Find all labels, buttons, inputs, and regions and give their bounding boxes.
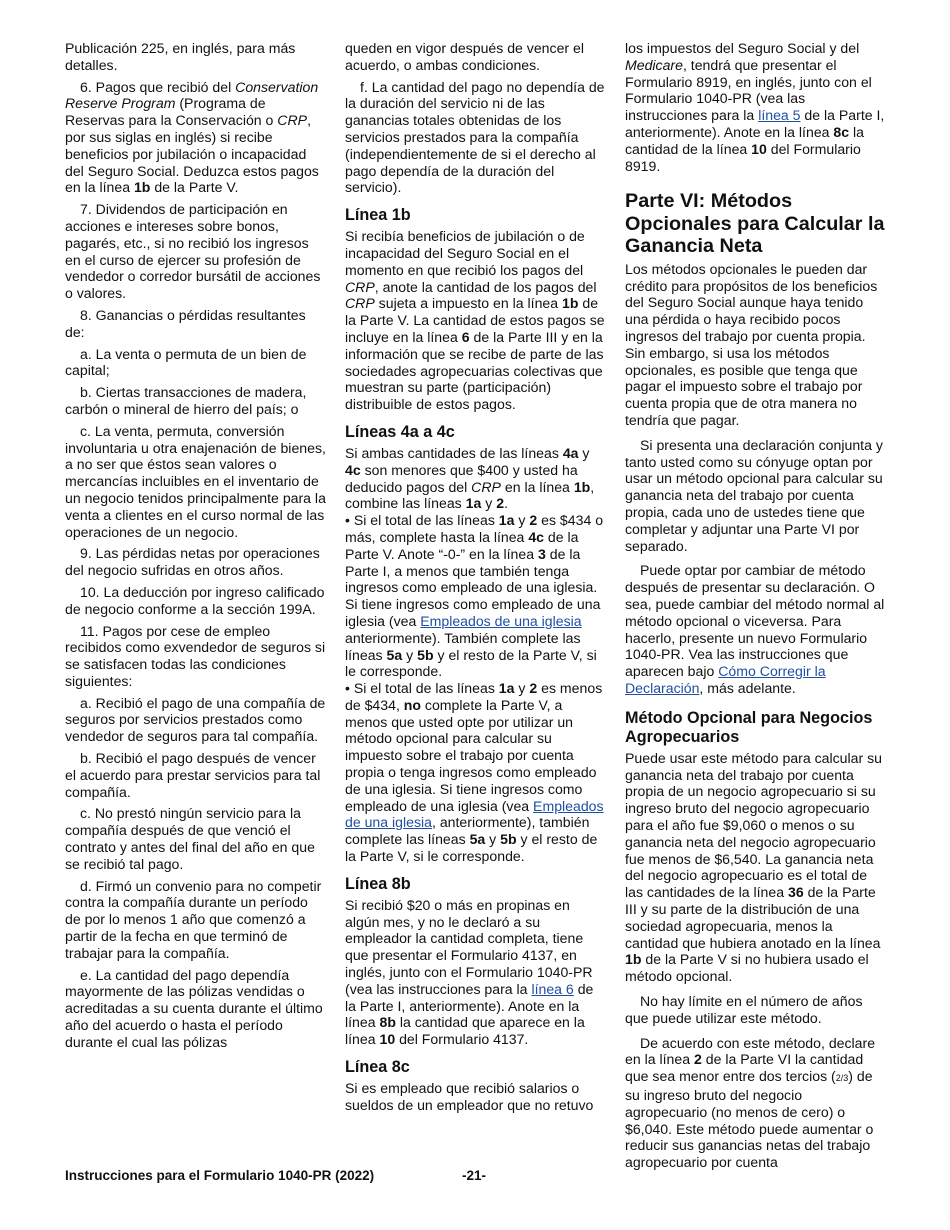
paragraph-continued: los impuestos del Seguro Social y del Medicare, tendrá que presentar el Formulario 8919, en inglés, junto con el Formulario 1040-PR (vea las instrucciones para la línea 5 de la Parte I, anteriormente). Anote en la línea 8c la cantidad de la línea 10 del Formulario 8919. bbox=[625, 40, 885, 174]
bullet-item-2: • Si el total de las líneas 1a y 2 es menos de $434, no complete la Parte V, a menos que usted opte por utilizar un método opcional para calcular su impuesto sobre el trabajo por cuenta propia o tenga ingresos como empleado de una iglesia. Si tiene ingresos como empleado de una iglesia (vea Empleados de una iglesia, anteriormente), también complete las líneas 5a y 5b y el resto de la Parte V, si le corresponde. bbox=[345, 680, 604, 865]
list-item-8a: a. La venta o permuta de un bien de capital; bbox=[65, 345, 307, 379]
paragraph: Si presenta una declaración conjunta y tanto usted como su cónyuge optan por usar un método opcional para calcular su ganancia neta del trabajo por cuenta propia, cada uno de ustedes tiene que completar y adjuntar una Parte VI por separado. bbox=[625, 436, 883, 554]
heading-linea-8c: Línea 8c bbox=[345, 1058, 410, 1077]
footer-title: Instrucciones para el Formulario 1040-PR (2022) bbox=[65, 1168, 375, 1183]
paragraph: Puede optar por cambiar de método después de presentar su declaración. O sea, puede cambiar del método normal al método opcional o viceversa. Para hacerlo, presente un nuevo Formulario 1040-PR. Vea las instrucciones que aparecen bajo Cómo Corregir la Declaración, más adelante. bbox=[625, 562, 885, 696]
list-item-6: 6. Pagos que recibió del Conservation Reserve Program (Programa de Reservas para la Conservación o CRP, por sus siglas en inglés) si recibe beneficios por jubilación o incapacidad del Seguro Social. Deduzca estos pagos en la línea 1b de la Parte V. bbox=[65, 78, 319, 196]
list-item-11c: c. No prestó ningún servicio para la compañía después de que venció el contrato y antes del final del año en que se recibió tal pago. bbox=[65, 805, 315, 872]
list-item-11b: b. Recibió el pago después de vencer el acuerdo para prestar servicios para tal compañía. bbox=[65, 750, 321, 800]
link-empleados-iglesia[interactable]: Empleados de una iglesia bbox=[345, 797, 604, 831]
paragraph: Los métodos opcionales le pueden dar crédito para propósitos de los beneficios del Seguro Social aunque haya tenido una pérdida o haya recibido pocos ingresos del trabajo por cuenta propia. Sin embargo, si usa los métodos opcionales, es posible que tenga que pagar el impuesto sobre el trabajo por cuenta propia que de otra manera no tendría que pagar. bbox=[625, 260, 878, 429]
list-item-11a: a. Recibió el pago de una compañía de seguros por servicios prestados como vendedor de seguros para tal compañía. bbox=[65, 694, 326, 745]
list-item-8b: b. Ciertas transacciones de madera, carbón o mineral de hierro del país; o bbox=[65, 384, 307, 417]
list-item-8c: c. La venta, permuta, conversión involuntaria u otra enajenación de bienes, a no ser que éstos sean valores o mercancías incluibles en el inventario de un negocio tenidos principalmente para la venta a clientes en el curso normal de las operaciones de un negocio. bbox=[65, 422, 326, 540]
list-item-11e: e. La cantidad del pago dependía mayormente de las pólizas vendidas o acreditadas a su cuenta durante el último año del acuerdo o hasta el período durante el cual las pólizas bbox=[65, 966, 323, 1050]
link-linea-6[interactable]: línea 6 bbox=[531, 980, 574, 997]
paragraph: Publicación 225, en inglés, para más detalles. bbox=[65, 40, 296, 73]
heading-lineas-4a-4c: Líneas 4a a 4c bbox=[345, 422, 455, 441]
paragraph-continued: queden en vigor después de vencer el acuerdo, o ambas condiciones. bbox=[345, 40, 584, 73]
link-como-corregir-declaracion[interactable]: Cómo Corregir la Declaración bbox=[625, 663, 826, 696]
link-empleados-iglesia[interactable]: Empleados de una iglesia bbox=[420, 612, 582, 629]
column-2 bbox=[345, 40, 607, 1119]
list-item-11f: f. La cantidad del pago no dependía de la duración del servicio ni de las ganancias totales obtenidas de los servicios prestados para la compañía (independientemente de si el derecho al pago dependía de la duración del servicio). bbox=[345, 78, 605, 196]
bullet-icon: • bbox=[345, 512, 350, 529]
heading-metodo-opcional-agropecuarios: Método Opcional para Negocios Agropecuarios bbox=[625, 708, 873, 746]
list-item-10: 10. La deducción por ingreso calificado de negocio conforme a la sección 199A. bbox=[65, 583, 325, 617]
heading-linea-1b: Línea 1b bbox=[345, 206, 411, 225]
paragraph: No hay límite en el número de años que puede utilizar este método. bbox=[625, 992, 863, 1026]
heading-parte-vi: Parte VI: Métodos Opcionales para Calcular la Ganancia Neta bbox=[625, 190, 885, 258]
list-item-8: 8. Ganancias o pérdidas resultantes de: bbox=[65, 306, 306, 340]
paragraph-linea-8c: Si es empleado que recibió salarios o sueldos de un empleador que no retuvo bbox=[345, 1080, 594, 1113]
list-item-9: 9. Las pérdidas netas por operaciones del negocio sufridas en otros años. bbox=[65, 545, 320, 579]
paragraph-linea-1b: Si recibía beneficios de jubilación o de incapacidad del Seguro Social en el momento en que recibió los pagos del CRP, anote la cantidad de los pagos del CRP sujeta a impuesto en la línea 1b de la Parte V. La cantidad de estos pagos se incluye en la línea 6 de la Parte III y en la información que se recibe de parte de las sociedades agropecuarias colectivas que muestran su parte (participación) distribuible de estos pagos. bbox=[345, 228, 605, 413]
column-1 bbox=[65, 40, 327, 1056]
column-3 bbox=[625, 40, 887, 1176]
paragraph-lineas-4a-4c: Si ambas cantidades de las líneas 4a y 4c son menores que $400 y usted ha deducido pagos del CRP en la línea 1b, combine las líneas 1a y 2. bbox=[345, 444, 595, 512]
bullet-icon: • bbox=[345, 680, 350, 697]
link-linea-5[interactable]: línea 5 bbox=[758, 107, 801, 124]
paragraph: De acuerdo con este método, declare en la línea 2 de la Parte VI la cantidad que sea menor entre dos tercios (2/3) de su ingreso bruto del negocio agropecuario (no menos de cero) o $6,040. Este método puede aumentar o reducir sus ganancias netas del trabajo agropecuario por cuenta bbox=[625, 1034, 876, 1171]
page-number: -21- bbox=[462, 1168, 487, 1183]
fraction-two-thirds: 2/3 bbox=[835, 1073, 849, 1084]
paragraph: Puede usar este método para calcular su ganancia neta del trabajo por cuenta propia de un negocio agropecuario si su ingreso bruto del negocio agropecuario para el año fue $9,060 o menos o su ganancia neta del negocio agropecuario fue menos de $6,540. La ganancia neta del negocio agropecuario es el total de las cantidades de la línea 36 de la Parte III y su parte de la distribución de una sociedad agropecuaria, menos la cantidad que hubiera anotado en la línea 1b de la Parte V si no hubiera usado el método opcional. bbox=[625, 749, 882, 985]
list-item-11: 11. Pagos por cese de empleo recibidos como exvendedor de seguros si se satisfacen todas las condiciones siguientes: bbox=[65, 622, 326, 689]
list-item-11d: d. Firmó un convenio para no competir contra la compañía durante un período de por lo menos 1 año que comenzó a partir de la fecha en que terminó de trabajar para la compañía. bbox=[65, 877, 322, 961]
bullet-item-1: • Si el total de las líneas 1a y 2 es $434 o más, complete hasta la línea 4c de la Parte V. Anote “-0-” en la línea 3 de la Parte I, a menos que también tenga ingresos como empleado de una iglesia. Si tiene ingresos como empleado de una iglesia (vea Empleados de una iglesia anteriormente). También complete las líneas 5a y 5b y el resto de la Parte V, si le corresponde. bbox=[345, 512, 604, 680]
list-item-7: 7. Dividendos de participación en acciones e intereses sobre bonos, pagarés, etc., si no recibió los ingresos en el curso de ejercer su profesión de vendedor o corredor bursátil de acciones o valores. bbox=[65, 201, 321, 302]
paragraph-linea-8b: Si recibió $20 o más en propinas en algún mes, y no le declaró a su empleador la cantidad completa, tiene que presentar el Formulario 4137, en inglés, junto con el Formulario 1040-PR (vea las instrucciones para la línea 6 de la Parte I, anteriormente). Anote en la línea 8b la cantidad que aparece en la línea 10 del Formulario 4137. bbox=[345, 896, 594, 1048]
heading-linea-8b: Línea 8b bbox=[345, 874, 411, 893]
